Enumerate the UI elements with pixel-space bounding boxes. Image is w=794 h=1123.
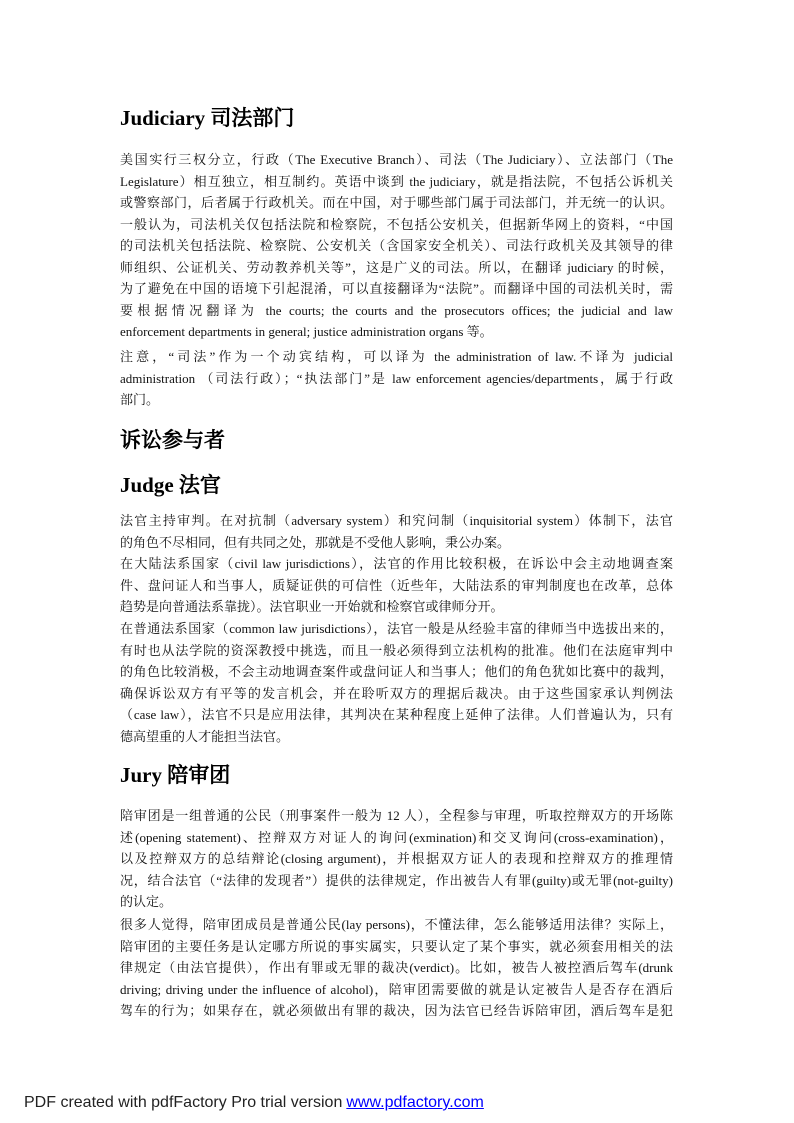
section-heading-judiciary: Judiciary 司法部门 (120, 106, 295, 130)
text-line: driving; driving under the influence of alcohol)，陪审团需要做的就是认定被告人是否存在酒后 (120, 981, 673, 997)
text-line: （case law），法官不只是应用法律，其判决在某种程度上延伸了法律。人们普遍认为，只有 (120, 707, 673, 722)
text-line: Legislature）相互独立，相互制约。英语中谈到 the judiciary，就是指法院，不包括公诉机关 (120, 173, 673, 189)
judge-paragraph-2 (120, 553, 673, 618)
pdf-watermark-footer (24, 1093, 484, 1113)
footer-text: PDF created with pdfFactory Pro trial version (24, 1094, 343, 1111)
text-line: 驾车的行为；如果存在，就必须做出有罪的裁决，因为法官已经告诉陪审团，酒后驾车是犯 (120, 1003, 673, 1018)
text-line: 的角色比较消极，不会主动地调查案件或盘问证人和当事人；他们的角色犹如比赛中的裁判， (120, 664, 673, 679)
jury-paragraph-1 (120, 805, 673, 913)
text-line: 美国实行三权分立，行政（The Executive Branch）、司法（The Judiciary）、立法部门（The (120, 152, 673, 167)
text-line: 注意，“司法”作为一个动宾结构，可以译为 the administration of law.不译为 judicial (120, 349, 673, 364)
text-line: 部门。 (120, 392, 160, 407)
text-line: enforcement departments in general; justice administration organs 等。 (120, 324, 493, 339)
text-line: 师组织、公证机关、劳动教养机关等”，这是广义的司法。所以，在翻译 judiciary 的时候， (120, 259, 673, 275)
text-line: 陪审团的主要任务是认定哪方所说的事实属实，只要认定了某个事实，就必须套用相关的法 (120, 938, 673, 954)
judge-paragraph-3 (120, 618, 673, 747)
text-line: 况，结合法官（“法律的发现者”）提供的法律规定，作出被告人有罪(guilty)或无罪(not-guilty) (120, 872, 673, 888)
text-line: 述(opening statement)、控辩双方对证人的询问(exmination)和交叉询问(cross-examination)， (120, 829, 673, 845)
text-line: 在大陆法系国家（civil law jurisdictions），法官的作用比较积极，在诉讼中会主动地调查案 (120, 556, 673, 571)
text-line: 要根据情况翻译为 the courts; the courts and the prosecutors offices; the judicial and law (120, 302, 673, 318)
text-line: 在普通法系国家（common law jurisdictions），法官一般是从经验丰富的律师当中选拔出来的， (120, 621, 673, 636)
text-line: 陪审团是一组普通的公民（刑事案件一般为 12 人），全程参与审理，听取控辩双方的开场陈 (120, 808, 673, 823)
text-line: 的司法机关包括法院、检察院、公安机关（含国家安全机关）、司法行政机关及其领导的律 (120, 238, 673, 253)
pdfactory-link[interactable]: www.pdfactory.com (346, 1094, 484, 1111)
text-line: 律规定（由法官提供），作出有罪或无罪的裁决(verdict)。比如，被告人被控酒后驾车(drunk (120, 960, 673, 975)
section-heading-jury: Jury 陪审团 (120, 763, 231, 787)
jury-paragraph-2 (120, 914, 673, 1022)
text-line: 确保诉讼双方有平等的发言机会，并在聆听双方的理据后裁决。由于这些国家承认判例法 (120, 685, 673, 701)
text-line: 趋势是向普通法系靠拢）。法官职业一开始就和检察官或律师分开。 (120, 599, 504, 614)
text-line: 为了避免在中国的语境下引起混淆，可以直接翻译为“法院”。而翻译中国的司法机关时，需 (120, 281, 673, 296)
text-line: 一般认为，司法机关仅包括法院和检察院，不包括公安机关，但据新华网上的资料，“中国 (120, 216, 673, 232)
judiciary-paragraph-1 (120, 149, 673, 343)
judge-paragraph-1 (120, 510, 673, 553)
text-line: 有时也从法学院的资深教授中挑选，而且一般必须得到立法机构的批准。他们在法庭审判中 (120, 642, 673, 658)
text-line: 以及控辩双方的总结辩论(closing argument)，并根据双方证人的表现和控辩双方的推理情 (120, 851, 673, 866)
text-line: 德高望重的人才能担当法官。 (120, 728, 290, 744)
judiciary-paragraph-2 (120, 346, 673, 411)
text-line: 或警察部门，后者属于行政机关。而在中国，对于哪些部门属于司法部门，并无统一的认识。 (120, 195, 673, 210)
section-heading-participants: 诉讼参与者 (120, 428, 225, 452)
text-line: 的认定。 (120, 894, 173, 909)
text-line: 的角色不尽相同，但有共同之处，那就是不受他人影响，秉公办案。 (120, 534, 511, 550)
section-heading-judge: Judge 法官 (120, 473, 221, 497)
text-line: 法官主持审判。在对抗制（adversary system）和究问制（inquisitorial system）体制下，法官 (120, 513, 673, 528)
text-line: administration （司法行政）；“执法部门”是 law enforcement agencies/departments，属于行政 (120, 370, 673, 386)
text-line: 件、盘问证人和当事人，质疑证供的可信性（近些年，大陆法系的审判制度也在改革，总体 (120, 577, 673, 593)
text-line: 很多人觉得，陪审团成员是普通公民(lay persons)，不懂法律，怎么能够适用法律？实际上， (120, 917, 673, 932)
